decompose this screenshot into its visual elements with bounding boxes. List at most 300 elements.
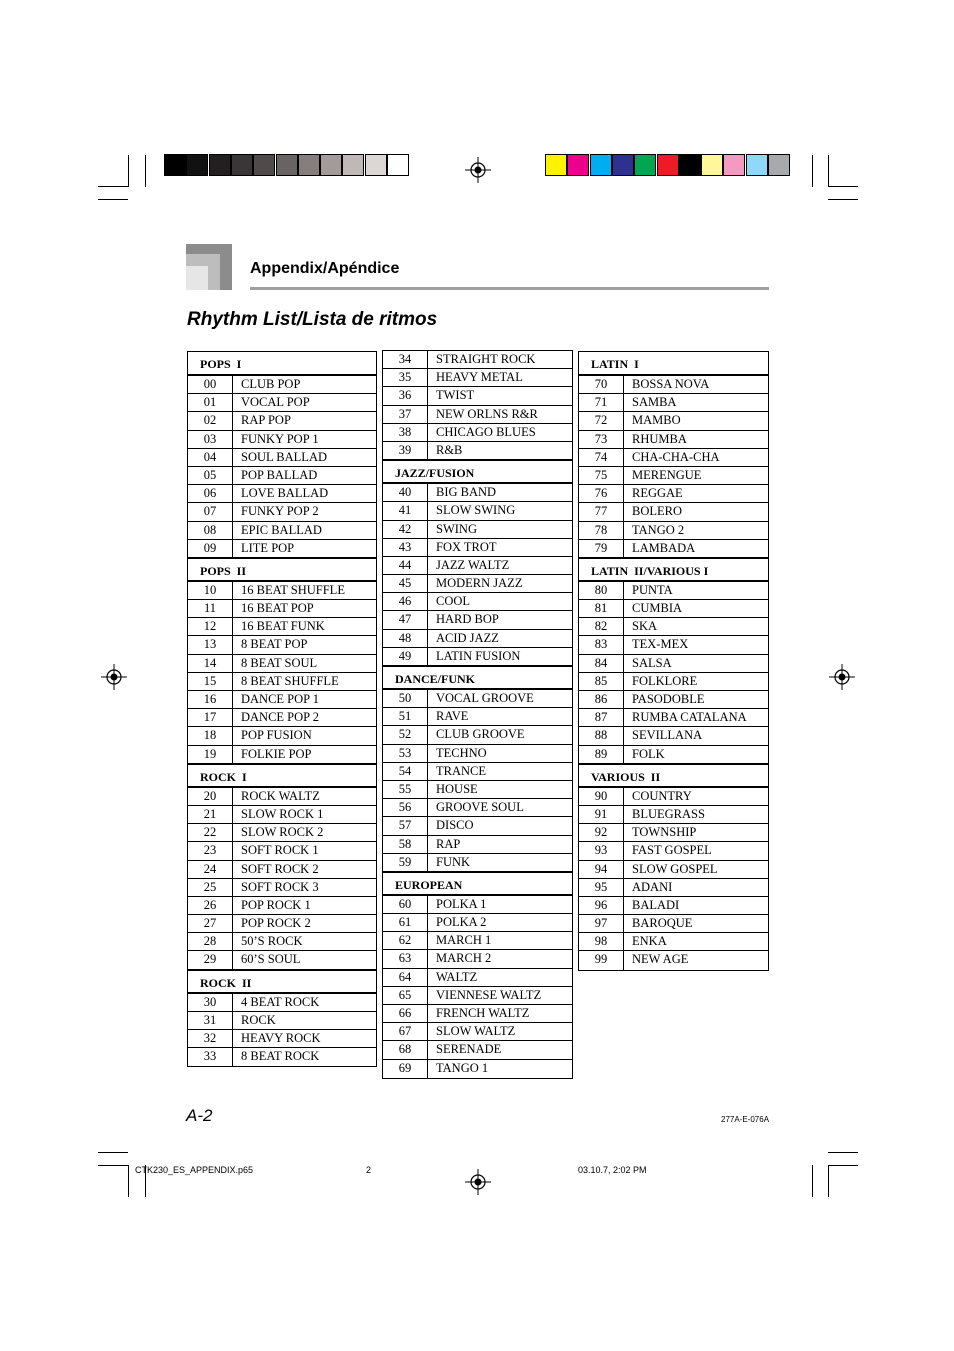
rhythm-row bbox=[579, 376, 768, 394]
rhythm-row bbox=[579, 746, 768, 764]
rhythm-row bbox=[188, 861, 376, 879]
rhythm-row bbox=[579, 691, 768, 709]
rhythm-number: 75 bbox=[579, 467, 624, 484]
rhythm-name: FUNK bbox=[436, 854, 471, 869]
rhythm-name: TOWNSHIP bbox=[632, 825, 697, 840]
rhythm-number: 45 bbox=[383, 575, 428, 592]
rhythm-row bbox=[383, 969, 572, 987]
group-header: ROCK I bbox=[188, 764, 376, 788]
color-swatch bbox=[276, 154, 298, 176]
rhythm-row bbox=[383, 854, 572, 872]
rhythm-name: CUMBIA bbox=[632, 601, 683, 616]
rhythm-table-column-1 bbox=[187, 351, 377, 1067]
rhythm-row bbox=[188, 485, 376, 503]
rhythm-name: SAMBA bbox=[632, 395, 677, 410]
rhythm-row bbox=[383, 932, 572, 950]
rhythm-name: RHUMBA bbox=[632, 431, 687, 446]
rhythm-number: 61 bbox=[383, 914, 428, 931]
rhythm-name: ROCK WALTZ bbox=[241, 788, 320, 803]
rhythm-number: 69 bbox=[383, 1060, 428, 1078]
color-swatch bbox=[186, 154, 208, 176]
rhythm-name: BLUEGRASS bbox=[632, 806, 705, 821]
header-rule bbox=[250, 287, 769, 290]
rhythm-row bbox=[188, 431, 376, 449]
rhythm-number: 62 bbox=[383, 932, 428, 949]
rhythm-name: 16 BEAT FUNK bbox=[241, 619, 325, 634]
rhythm-name: CLUB GROOVE bbox=[436, 727, 525, 742]
rhythm-row bbox=[383, 1023, 572, 1041]
rhythm-name: PUNTA bbox=[632, 582, 673, 597]
rhythm-name: MAMBO bbox=[632, 413, 681, 428]
rhythm-row bbox=[188, 449, 376, 467]
rhythm-number: 83 bbox=[579, 636, 624, 653]
rhythm-row bbox=[579, 394, 768, 412]
rhythm-name: VOCAL GROOVE bbox=[436, 691, 534, 705]
page-number: A-2 bbox=[186, 1106, 213, 1125]
rhythm-name: POP BALLAD bbox=[241, 467, 318, 482]
rhythm-row bbox=[383, 690, 572, 708]
rhythm-name: POP ROCK 2 bbox=[241, 916, 311, 931]
rhythm-number: 65 bbox=[383, 987, 428, 1004]
rhythm-row bbox=[383, 648, 572, 666]
color-swatch bbox=[746, 154, 768, 176]
rhythm-number: 17 bbox=[188, 709, 233, 726]
rhythm-number: 49 bbox=[383, 648, 428, 665]
rhythm-number: 39 bbox=[383, 442, 428, 459]
rhythm-row bbox=[383, 611, 572, 629]
rhythm-name: 8 BEAT POP bbox=[241, 637, 308, 652]
rhythm-name: ACID JAZZ bbox=[436, 630, 499, 645]
color-swatch bbox=[701, 154, 723, 176]
rhythm-name: ENKA bbox=[632, 934, 667, 949]
rhythm-number: 66 bbox=[383, 1005, 428, 1022]
rhythm-row bbox=[383, 630, 572, 648]
rhythm-name: TEX-MEX bbox=[632, 637, 689, 652]
rhythm-row bbox=[383, 950, 572, 968]
color-swatch bbox=[320, 154, 342, 176]
rhythm-row bbox=[383, 726, 572, 744]
rhythm-number: 34 bbox=[383, 351, 428, 368]
registration-mark-icon bbox=[101, 664, 127, 690]
rhythm-row bbox=[383, 763, 572, 781]
rhythm-name: CHICAGO BLUES bbox=[436, 424, 536, 439]
color-swatch bbox=[365, 154, 387, 176]
rhythm-name: 60’S SOUL bbox=[241, 952, 301, 967]
group-header: VARIOUS II bbox=[579, 764, 768, 788]
rhythm-number: 16 bbox=[188, 691, 233, 708]
section-header-block bbox=[186, 244, 232, 290]
color-swatch bbox=[545, 154, 567, 176]
rhythm-name: REGGAE bbox=[632, 486, 683, 501]
rhythm-number: 95 bbox=[579, 879, 624, 896]
rhythm-row bbox=[579, 467, 768, 485]
rhythm-row bbox=[579, 709, 768, 727]
rhythm-number: 33 bbox=[188, 1048, 233, 1066]
rhythm-number: 58 bbox=[383, 836, 428, 853]
rhythm-name: 16 BEAT POP bbox=[241, 601, 314, 616]
rhythm-number: 47 bbox=[383, 611, 428, 628]
crop-mark bbox=[828, 1152, 858, 1153]
rhythm-number: 03 bbox=[188, 431, 233, 448]
registration-mark-icon bbox=[465, 157, 491, 183]
rhythm-row bbox=[383, 539, 572, 557]
crop-mark bbox=[812, 1165, 813, 1197]
rhythm-name: LOVE BALLAD bbox=[241, 486, 329, 501]
color-swatch bbox=[679, 154, 701, 176]
rhythm-number: 79 bbox=[579, 540, 624, 557]
rhythm-number: 82 bbox=[579, 618, 624, 635]
rhythm-name: FAST GOSPEL bbox=[632, 843, 712, 858]
rhythm-number: 12 bbox=[188, 618, 233, 635]
rhythm-number: 76 bbox=[579, 485, 624, 502]
rhythm-name: SOUL BALLAD bbox=[241, 449, 327, 464]
rhythm-row bbox=[188, 1012, 376, 1030]
rhythm-number: 71 bbox=[579, 394, 624, 411]
rhythm-row bbox=[383, 781, 572, 799]
rhythm-row bbox=[579, 842, 768, 860]
rhythm-number: 50 bbox=[383, 690, 428, 707]
rhythm-name: BALADI bbox=[632, 897, 680, 912]
rhythm-number: 02 bbox=[188, 412, 233, 429]
rhythm-name: COUNTRY bbox=[632, 788, 692, 803]
crop-mark bbox=[98, 1152, 128, 1153]
rhythm-number: 29 bbox=[188, 951, 233, 968]
rhythm-row bbox=[579, 449, 768, 467]
color-swatch bbox=[657, 154, 679, 176]
rhythm-name: SLOW GOSPEL bbox=[632, 861, 718, 876]
rhythm-row bbox=[579, 600, 768, 618]
rhythm-row bbox=[383, 406, 572, 424]
rhythm-name: STRAIGHT ROCK bbox=[436, 352, 536, 366]
rhythm-number: 38 bbox=[383, 424, 428, 441]
rhythm-name: TANGO 1 bbox=[436, 1060, 489, 1075]
rhythm-name: FOX TROT bbox=[436, 539, 497, 554]
crop-mark bbox=[828, 155, 829, 187]
rhythm-row bbox=[188, 691, 376, 709]
rhythm-name: POLKA 2 bbox=[436, 915, 487, 930]
rhythm-name: FOLK bbox=[632, 746, 665, 761]
rhythm-name: GROOVE SOUL bbox=[436, 800, 524, 815]
rhythm-name: PASODOBLE bbox=[632, 692, 705, 706]
rhythm-number: 90 bbox=[579, 788, 624, 805]
rhythm-row bbox=[383, 557, 572, 575]
rhythm-number: 91 bbox=[579, 806, 624, 823]
rhythm-row bbox=[383, 987, 572, 1005]
rhythm-row bbox=[579, 951, 768, 969]
rhythm-row bbox=[383, 442, 572, 460]
color-swatch bbox=[253, 154, 275, 176]
rhythm-number: 20 bbox=[188, 788, 233, 805]
rhythm-number: 97 bbox=[579, 915, 624, 932]
rhythm-number: 44 bbox=[383, 557, 428, 574]
rhythm-number: 27 bbox=[188, 915, 233, 932]
rhythm-row bbox=[579, 915, 768, 933]
rhythm-name: FOLKIE POP bbox=[241, 746, 312, 761]
rhythm-row bbox=[579, 897, 768, 915]
rhythm-name: 4 BEAT ROCK bbox=[241, 994, 320, 1009]
rhythm-number: 85 bbox=[579, 673, 624, 690]
rhythm-number: 67 bbox=[383, 1023, 428, 1040]
rhythm-name: 8 BEAT SHUFFLE bbox=[241, 673, 339, 688]
rhythm-name: CHA-CHA-CHA bbox=[632, 449, 720, 464]
rhythm-number: 04 bbox=[188, 449, 233, 466]
rhythm-name: SOFT ROCK 3 bbox=[241, 879, 319, 894]
rhythm-number: 51 bbox=[383, 708, 428, 725]
rhythm-name: 8 BEAT ROCK bbox=[241, 1049, 320, 1064]
rhythm-name: DANCE POP 2 bbox=[241, 710, 320, 725]
rhythm-row bbox=[383, 1005, 572, 1023]
color-swatch bbox=[634, 154, 656, 176]
rhythm-number: 81 bbox=[579, 600, 624, 617]
rhythm-number: 06 bbox=[188, 485, 233, 502]
group-header: POPS I bbox=[188, 352, 376, 376]
rhythm-number: 98 bbox=[579, 933, 624, 950]
rhythm-row bbox=[188, 673, 376, 691]
rhythm-row bbox=[188, 951, 376, 969]
rhythm-row bbox=[188, 540, 376, 558]
grayscale-color-bar bbox=[164, 154, 409, 176]
rhythm-row bbox=[383, 1041, 572, 1059]
group-header: LATIN II/VARIOUS I bbox=[579, 558, 768, 582]
rhythm-name: BOSSA NOVA bbox=[632, 377, 710, 391]
rhythm-number: 88 bbox=[579, 727, 624, 744]
rhythm-name: COOL bbox=[436, 594, 471, 609]
rhythm-row bbox=[188, 933, 376, 951]
rhythm-row bbox=[188, 915, 376, 933]
page-title: Rhythm List/Lista de ritmos bbox=[187, 309, 438, 330]
rhythm-row bbox=[383, 836, 572, 854]
crop-mark bbox=[828, 199, 858, 200]
rhythm-number: 96 bbox=[579, 897, 624, 914]
rhythm-row bbox=[383, 1060, 572, 1078]
crop-mark bbox=[98, 186, 128, 187]
rhythm-number: 86 bbox=[579, 691, 624, 708]
rhythm-name: LAMBADA bbox=[632, 540, 696, 555]
rhythm-name: SALSA bbox=[632, 655, 672, 670]
rhythm-number: 56 bbox=[383, 799, 428, 816]
rhythm-row bbox=[383, 817, 572, 835]
crop-mark bbox=[145, 155, 146, 187]
rhythm-row bbox=[188, 522, 376, 540]
rhythm-row bbox=[383, 593, 572, 611]
rhythm-number: 63 bbox=[383, 950, 428, 967]
rhythm-row bbox=[188, 879, 376, 897]
group-header: DANCE/FUNK bbox=[383, 666, 572, 690]
rhythm-number: 89 bbox=[579, 746, 624, 763]
rhythm-row bbox=[579, 522, 768, 540]
rhythm-row bbox=[383, 521, 572, 539]
rhythm-row bbox=[188, 709, 376, 727]
rhythm-name: HEAVY ROCK bbox=[241, 1031, 321, 1045]
rhythm-name: SOFT ROCK 2 bbox=[241, 861, 319, 876]
rhythm-number: 92 bbox=[579, 824, 624, 841]
rhythm-number: 37 bbox=[383, 406, 428, 423]
rhythm-row bbox=[579, 618, 768, 636]
rhythm-row bbox=[383, 424, 572, 442]
rhythm-row bbox=[383, 351, 572, 369]
rhythm-name: ADANI bbox=[632, 879, 673, 894]
slug-sheet-number: 2 bbox=[366, 1165, 372, 1175]
rhythm-row bbox=[188, 655, 376, 673]
rhythm-row bbox=[579, 673, 768, 691]
rhythm-name: SLOW ROCK 1 bbox=[241, 806, 324, 821]
rhythm-name: 50’S ROCK bbox=[241, 934, 303, 949]
rhythm-name: SEVILLANA bbox=[632, 728, 703, 743]
rhythm-name: MARCH 1 bbox=[436, 933, 492, 948]
rhythm-number: 32 bbox=[188, 1030, 233, 1047]
rhythm-name: EPIC BALLAD bbox=[241, 522, 322, 537]
rhythm-number: 80 bbox=[579, 582, 624, 599]
rhythm-name: POP FUSION bbox=[241, 728, 312, 743]
color-swatch bbox=[612, 154, 634, 176]
rhythm-number: 78 bbox=[579, 522, 624, 539]
rhythm-number: 87 bbox=[579, 709, 624, 726]
rhythm-name: SLOW SWING bbox=[436, 503, 516, 518]
rhythm-row bbox=[188, 788, 376, 806]
rhythm-row bbox=[188, 618, 376, 636]
rhythm-name: HARD BOP bbox=[436, 612, 499, 627]
rhythm-row bbox=[188, 1048, 376, 1066]
rhythm-number: 53 bbox=[383, 745, 428, 762]
rhythm-name: BOLERO bbox=[632, 504, 682, 519]
crop-mark bbox=[128, 155, 129, 187]
rhythm-name: LATIN FUSION bbox=[436, 648, 521, 663]
color-swatch bbox=[387, 154, 409, 176]
rhythm-number: 19 bbox=[188, 746, 233, 763]
rhythm-row bbox=[188, 746, 376, 764]
rhythm-row bbox=[188, 842, 376, 860]
section-label: Appendix/Apéndice bbox=[250, 260, 400, 277]
rhythm-name: NEW AGE bbox=[632, 952, 689, 967]
rhythm-name: POP ROCK 1 bbox=[241, 897, 311, 912]
rhythm-number: 01 bbox=[188, 394, 233, 411]
rhythm-name: SKA bbox=[632, 619, 658, 634]
rhythm-row bbox=[579, 824, 768, 842]
rhythm-row bbox=[383, 914, 572, 932]
rhythm-number: 30 bbox=[188, 994, 233, 1011]
rhythm-number: 10 bbox=[188, 582, 233, 599]
rhythm-name: SLOW WALTZ bbox=[436, 1024, 516, 1039]
rhythm-name: WALTZ bbox=[436, 969, 478, 984]
rhythm-number: 08 bbox=[188, 522, 233, 539]
rhythm-row bbox=[579, 879, 768, 897]
rhythm-number: 11 bbox=[188, 600, 233, 617]
rhythm-number: 09 bbox=[188, 540, 233, 557]
rhythm-number: 25 bbox=[188, 879, 233, 896]
rhythm-row bbox=[188, 636, 376, 654]
rhythm-number: 70 bbox=[579, 376, 624, 393]
rhythm-number: 22 bbox=[188, 824, 233, 841]
rhythm-name: TWIST bbox=[436, 388, 475, 403]
group-header: EUROPEAN bbox=[383, 872, 572, 896]
rhythm-row bbox=[188, 394, 376, 412]
rhythm-number: 23 bbox=[188, 842, 233, 859]
rhythm-row bbox=[579, 431, 768, 449]
rhythm-row bbox=[188, 806, 376, 824]
rhythm-number: 77 bbox=[579, 503, 624, 520]
rhythm-row bbox=[579, 503, 768, 521]
rhythm-number: 93 bbox=[579, 842, 624, 859]
rhythm-name: FUNKY POP 2 bbox=[241, 504, 319, 519]
process-color-bar bbox=[545, 154, 790, 176]
rhythm-row bbox=[188, 824, 376, 842]
rhythm-name: LITE POP bbox=[241, 540, 295, 555]
rhythm-number: 41 bbox=[383, 502, 428, 519]
rhythm-table-column-3 bbox=[578, 351, 769, 971]
rhythm-name: RAP POP bbox=[241, 413, 291, 428]
rhythm-number: 14 bbox=[188, 655, 233, 672]
rhythm-row bbox=[188, 994, 376, 1012]
rhythm-number: 94 bbox=[579, 861, 624, 878]
rhythm-row bbox=[188, 412, 376, 430]
rhythm-number: 59 bbox=[383, 854, 428, 871]
rhythm-number: 54 bbox=[383, 763, 428, 780]
rhythm-name: TECHNO bbox=[436, 745, 487, 760]
rhythm-row bbox=[579, 582, 768, 600]
document-code: 277A-E-076A bbox=[721, 1115, 770, 1124]
rhythm-row bbox=[579, 806, 768, 824]
crop-mark bbox=[828, 1165, 858, 1166]
rhythm-name: VOCAL POP bbox=[241, 395, 310, 410]
rhythm-number: 74 bbox=[579, 449, 624, 466]
rhythm-row bbox=[383, 708, 572, 726]
rhythm-name: DANCE POP 1 bbox=[241, 692, 320, 706]
rhythm-number: 07 bbox=[188, 503, 233, 520]
color-swatch bbox=[231, 154, 253, 176]
rhythm-row bbox=[188, 503, 376, 521]
rhythm-row bbox=[383, 387, 572, 405]
color-swatch bbox=[342, 154, 364, 176]
rhythm-name: DISCO bbox=[436, 818, 474, 833]
rhythm-name: SOFT ROCK 1 bbox=[241, 843, 319, 858]
rhythm-row bbox=[579, 788, 768, 806]
rhythm-name: CLUB POP bbox=[241, 377, 301, 391]
rhythm-row bbox=[579, 412, 768, 430]
rhythm-row bbox=[188, 897, 376, 915]
rhythm-number: 35 bbox=[383, 369, 428, 386]
crop-mark bbox=[812, 155, 813, 187]
rhythm-name: MARCH 2 bbox=[436, 951, 492, 966]
rhythm-name: HOUSE bbox=[436, 781, 478, 796]
color-swatch bbox=[723, 154, 745, 176]
rhythm-name: FRENCH WALTZ bbox=[436, 1006, 530, 1020]
rhythm-row bbox=[383, 502, 572, 520]
rhythm-number: 72 bbox=[579, 412, 624, 429]
rhythm-name: R&B bbox=[436, 442, 463, 457]
color-swatch bbox=[567, 154, 589, 176]
rhythm-name: RAP bbox=[436, 836, 461, 851]
rhythm-row bbox=[383, 484, 572, 502]
rhythm-number: 52 bbox=[383, 726, 428, 743]
rhythm-row bbox=[579, 636, 768, 654]
rhythm-name: 16 BEAT SHUFFLE bbox=[241, 582, 345, 597]
group-header: LATIN I bbox=[579, 352, 768, 376]
rhythm-number: 68 bbox=[383, 1041, 428, 1058]
rhythm-number: 00 bbox=[188, 376, 233, 393]
rhythm-row bbox=[579, 727, 768, 745]
rhythm-number: 18 bbox=[188, 727, 233, 744]
rhythm-row bbox=[579, 655, 768, 673]
rhythm-number: 73 bbox=[579, 431, 624, 448]
rhythm-row bbox=[579, 540, 768, 558]
rhythm-number: 15 bbox=[188, 673, 233, 690]
rhythm-name: BIG BAND bbox=[436, 485, 497, 500]
color-swatch bbox=[209, 154, 231, 176]
rhythm-row bbox=[188, 467, 376, 485]
rhythm-number: 42 bbox=[383, 521, 428, 538]
rhythm-row bbox=[383, 799, 572, 817]
rhythm-row bbox=[188, 1030, 376, 1048]
